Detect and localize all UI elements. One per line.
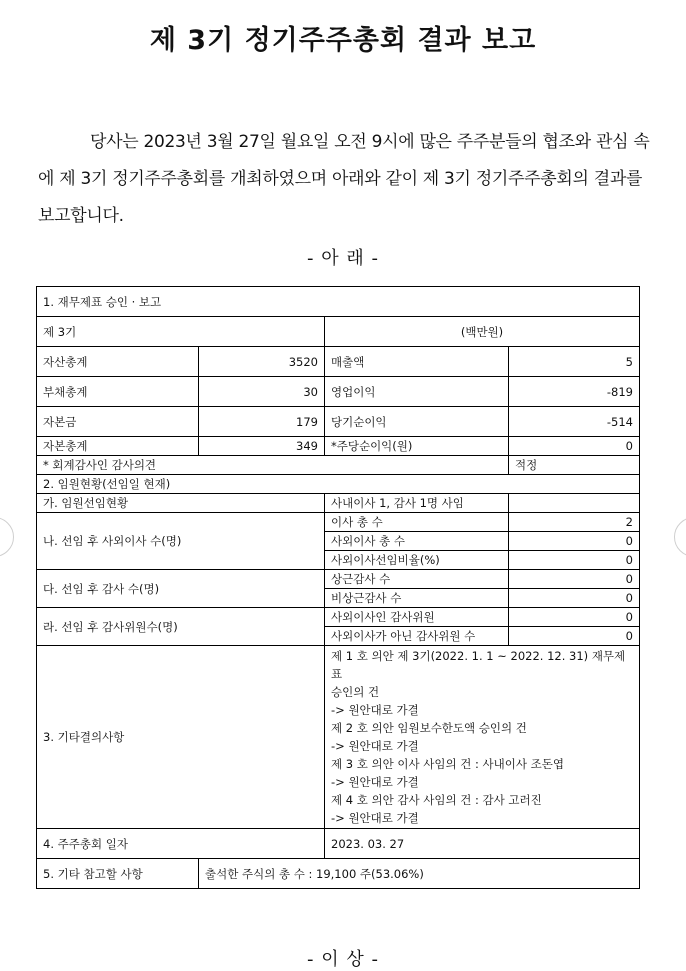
outside-director-row (37, 513, 640, 532)
other-resolutions-detail (325, 646, 640, 829)
audit-committee-item-value: 0 (509, 627, 640, 646)
section-2-title: 2. 임원현황(선임일 현재) (37, 475, 640, 494)
next-page-button[interactable] (674, 517, 686, 557)
resolution-line: -> 원안대로 가결 (331, 775, 419, 789)
section-1-title: 1. 재무제표 승인 · 보고 (37, 287, 640, 317)
audit-opinion-row (37, 456, 640, 475)
financial-row (37, 437, 640, 456)
meeting-date-label: 4. 주주총회 일자 (37, 829, 325, 859)
financial-left-label: 자본총계 (37, 437, 199, 456)
resolution-line: 제 1 호 의안 제 3기(2022. 1. 1 ~ 2022. 12. 31) 재무제표 (331, 649, 626, 681)
outside-director-item-label: 사외이사선임비율(%) (325, 551, 509, 570)
financial-right-value: 0 (509, 437, 640, 456)
resolution-line: 제 3 호 의안 이사 사임의 건 : 사내이사 조돈엽 (331, 757, 564, 771)
financial-right-label: *주당순이익(원) (325, 437, 509, 456)
outside-director-item-value: 0 (509, 551, 640, 570)
footer-marker: - 이 상 - (307, 949, 379, 970)
audit-committee-item-label: 사외이사인 감사위원 (325, 608, 509, 627)
other-notes-value: 출석한 주식의 총 수 : 19,100 주(53.06%) (199, 859, 640, 889)
resolution-line: 제 4 호 의안 감사 사임의 건 : 감사 고러진 (331, 793, 542, 807)
header-marker: - 아 래 - (307, 248, 379, 269)
auditor-item-label: 상근감사 수 (325, 570, 509, 589)
outside-director-item-label: 사외이사 총 수 (325, 532, 509, 551)
intro-paragraph: 당사는 2023년 3월 27일 월요일 오전 9시에 많은 주주분들의 협조와 관심 속에 제 3기 정기주주총회를 개최하였으며 아래와 같이 제 3기 정기주주총회의 결과를 보고합니다. (38, 132, 650, 226)
financial-left-label: 부채총계 (37, 377, 199, 407)
financial-right-label: 매출액 (325, 347, 509, 377)
auditor-item-value: 0 (509, 570, 640, 589)
document-title: 제 3기 정기주주총회 결과 보고 (149, 25, 537, 56)
financial-left-label: 자본금 (37, 407, 199, 437)
financial-row (37, 407, 640, 437)
other-resolutions-label: 3. 기타결의사항 (37, 646, 325, 829)
outside-director-label: 나. 선임 후 사외이사 수(명) (37, 513, 325, 570)
outside-director-item-label: 이사 총 수 (325, 513, 509, 532)
officer-appointment-label: 가. 임원선임현황 (37, 494, 325, 513)
previous-page-button[interactable] (0, 517, 14, 557)
resolution-line: -> 원안대로 가결 (331, 811, 419, 825)
meeting-date-row (37, 829, 640, 859)
empty-cell (509, 494, 640, 513)
section-2-header-row (37, 475, 640, 494)
auditor-label: 다. 선임 후 감사 수(명) (37, 570, 325, 608)
audit-committee-label: 라. 선임 후 감사위원수(명) (37, 608, 325, 646)
resolution-line: 제 2 호 의안 임원보수한도액 승인의 건 (331, 721, 527, 735)
financial-right-label: 영업이익 (325, 377, 509, 407)
outside-director-item-value: 2 (509, 513, 640, 532)
auditor-row (37, 570, 640, 589)
financial-right-value: -819 (509, 377, 640, 407)
financial-right-value: 5 (509, 347, 640, 377)
auditor-item-label: 비상근감사 수 (325, 589, 509, 608)
audit-committee-item-value: 0 (509, 608, 640, 627)
audit-opinion-value: 적정 (509, 456, 640, 475)
financial-row (37, 377, 640, 407)
audit-committee-row (37, 608, 640, 627)
results-table (36, 286, 640, 889)
financial-row (37, 347, 640, 377)
resolution-line: 승인의 건 (331, 685, 380, 699)
financial-left-value: 30 (199, 377, 325, 407)
resolution-line: -> 원안대로 가결 (331, 739, 419, 753)
period-row (37, 317, 640, 347)
financial-left-value: 349 (199, 437, 325, 456)
meeting-date-value: 2023. 03. 27 (325, 829, 640, 859)
other-notes-label: 5. 기타 참고할 사항 (37, 859, 199, 889)
outside-director-item-value: 0 (509, 532, 640, 551)
financial-left-value: 179 (199, 407, 325, 437)
period-label: 제 3기 (37, 317, 325, 347)
officer-appointment-value: 사내이사 1, 감사 1명 사임 (325, 494, 509, 513)
officer-appointment-row (37, 494, 640, 513)
resolution-line: -> 원안대로 가결 (331, 703, 419, 717)
financial-right-label: 당기순이익 (325, 407, 509, 437)
financial-left-value: 3520 (199, 347, 325, 377)
auditor-item-value: 0 (509, 589, 640, 608)
other-resolutions-row (37, 646, 640, 829)
financial-left-label: 자산총계 (37, 347, 199, 377)
audit-opinion-label: * 회계감사인 감사의견 (37, 456, 509, 475)
section-1-header-row (37, 287, 640, 317)
unit-label: (백만원) (325, 317, 640, 347)
other-notes-row (37, 859, 640, 889)
audit-committee-item-label: 사외이사가 아닌 감사위원 수 (325, 627, 509, 646)
financial-right-value: -514 (509, 407, 640, 437)
